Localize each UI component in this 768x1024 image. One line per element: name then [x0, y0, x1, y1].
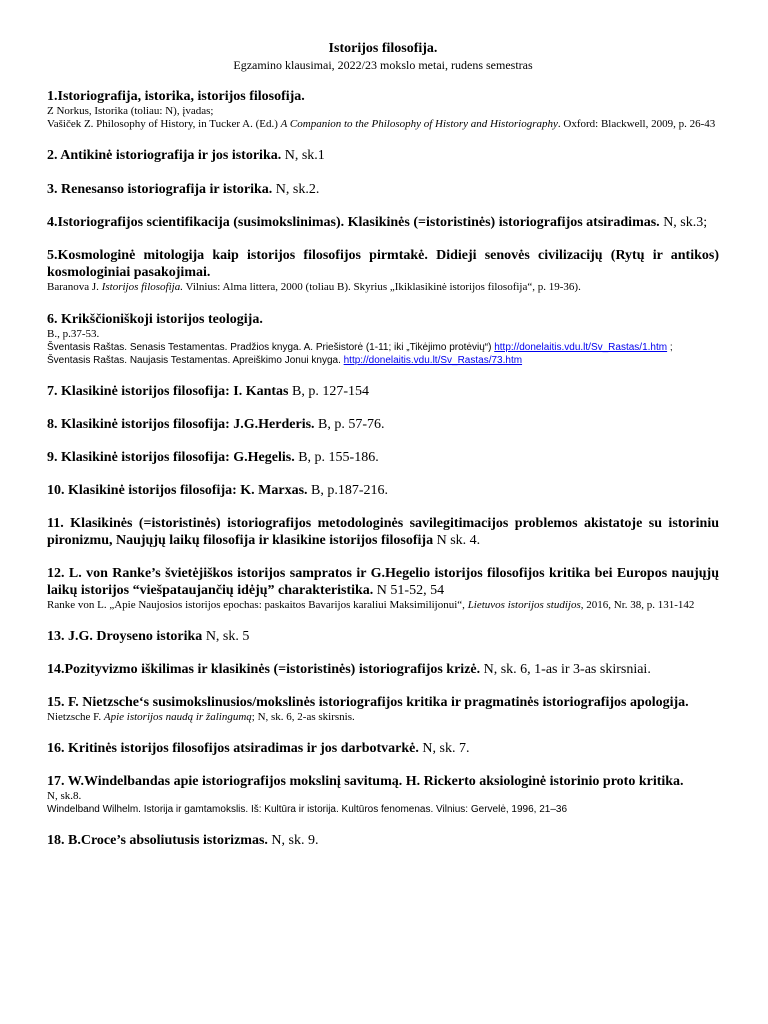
question-reference: N, sk.2. — [272, 182, 320, 197]
question-item — [47, 311, 719, 367]
question-title: 2. Antikinė istoriografija ir jos istorika. — [47, 148, 282, 163]
question-title: 18. B.Croce’s absoliutusis istorizmas. — [47, 833, 268, 848]
question-item — [47, 181, 719, 198]
source-citation — [47, 803, 719, 816]
question-text — [47, 383, 719, 400]
question-title: 14.Pozityvizmo iškilimas ir klasikinės (=istoristinės) istoriografijos krizė. — [47, 662, 481, 677]
citation-text: Z Norkus, Istorika (toliau: N), įvadas; — [47, 105, 214, 117]
question-text — [47, 147, 719, 164]
question-item — [47, 147, 719, 164]
citation-link[interactable]: http://donelaitis.vdu.lt/Sv_Rastas/73.htm — [343, 355, 523, 366]
source-citation — [47, 790, 719, 803]
question-text — [47, 181, 719, 198]
question-title: 16. Kritinės istorijos filosofijos atsiradimas ir jos darbotvarkė. — [47, 741, 419, 756]
source-citation — [47, 711, 719, 724]
document-title: Istorijos filosofija. — [328, 41, 438, 56]
question-text — [47, 832, 719, 849]
question-title: 8. Klasikinė istorijos filosofija: J.G.Herderis. — [47, 417, 315, 432]
question-item — [47, 832, 719, 849]
question-text — [47, 214, 719, 231]
source-citation — [47, 599, 719, 612]
question-item — [47, 565, 719, 612]
citation-text: Nietzsche F. — [47, 711, 104, 723]
question-text — [47, 311, 719, 328]
question-item — [47, 449, 719, 466]
citation-details: Vilnius: Alma littera, 2000 (toliau B). Skyrius „Ikiklasikinė istorijos filosofija“, p. 19-36). — [182, 281, 581, 293]
citation-text: Baranova J. — [47, 281, 102, 293]
citation-text: Šventasis Raštas. Naujasis Testamentas. Apreiškimo Jonui knyga. — [47, 355, 344, 366]
question-text — [47, 661, 719, 678]
question-item — [47, 661, 719, 678]
question-title: 1.Istoriografija, istorika, istorijos filosofija. — [47, 89, 305, 104]
question-text — [47, 515, 719, 549]
question-text — [47, 88, 719, 105]
citation-text: Windelband Wilhelm. Istorija ir gamtamokslis. Iš: Kultūra ir istorija. Kultūros fenomenas. Vilnius: Gervelė, 1996, 21–36 — [47, 804, 568, 815]
question-title: 13. J.G. Droyseno istorika — [47, 629, 203, 644]
question-title: 9. Klasikinė istorijos filosofija: G.Hegelis. — [47, 450, 295, 465]
citation-title: A Companion to the Philosophy of History and Historiography — [280, 118, 558, 130]
question-text — [47, 416, 719, 433]
citation-text: Vašiček Z. Philosophy of History, in Tucker A. (Ed.) — [47, 118, 281, 130]
citation-link[interactable]: http://donelaitis.vdu.lt/Sv_Rastas/1.htm — [494, 342, 668, 353]
citation-title: Lietuvos istorijos studijos — [467, 599, 581, 611]
question-reference: B, p.187-216. — [307, 483, 389, 498]
question-title: 7. Klasikinė istorijos filosofija: I. Kantas — [47, 384, 289, 399]
question-title: 11. Klasikinės (=istoristinės) istoriografijos metodologinės savilegitimacijos problemos akistatoje su istoriniu pironizmu, Naujųjų laikų filosofija ir klasikine istorijos filosofija — [47, 516, 719, 548]
question-text — [47, 247, 719, 281]
question-item — [47, 773, 719, 816]
citation-title: Istorijos filosofija. — [101, 281, 183, 293]
question-item — [47, 515, 719, 549]
question-reference: N, sk. 7. — [418, 741, 470, 756]
citation-details: ; N, sk. 6, 2-as skirsnis. — [251, 711, 355, 723]
question-reference: N, sk.1 — [281, 148, 325, 163]
citation-text: B., p.37-53. — [47, 328, 100, 340]
question-text — [47, 773, 719, 790]
question-text — [47, 740, 719, 757]
question-title: 12. L. von Ranke’s švietėjiškos istorijos sampratos ir G.Hegelio istorijos filosofijos kritika bei Europos naujųjų laikų istorijos “viešpataujančių idėjų” charakteristika. — [47, 566, 719, 598]
question-title: 5.Kosmologinė mitologija kaip istorijos filosofijos pirmtakė. Didieji senovės civilizacijų (Rytų ir antikos) kosmologiniai pasakojimai. — [47, 248, 719, 280]
question-title: 15. F. Nietzsche‘s susimokslinusios/mokslinės istoriografijos kritika ir pragmatinės istoriografijos apologija. — [47, 695, 689, 710]
source-citation — [47, 328, 719, 341]
question-text — [47, 694, 719, 711]
question-reference: B, p. 127-154 — [288, 384, 370, 399]
question-title: 6. Krikščioniškoji istorijos teologija. — [47, 312, 263, 327]
question-item — [47, 482, 719, 499]
question-title: 4.Istoriografijos scientifikacija (susimokslinimas). Klasikinės (=istoristinės) istoriografijos atsiradimas. — [47, 215, 660, 230]
question-text — [47, 449, 719, 466]
question-reference: N sk. 4. — [433, 533, 481, 548]
question-item — [47, 416, 719, 433]
question-item — [47, 694, 719, 724]
question-text — [47, 565, 719, 599]
source-citation — [47, 105, 719, 118]
citation-details: , 2016, Nr. 38, p. 131-142 — [580, 599, 695, 611]
question-title: 10. Klasikinė istorijos filosofija: K. Marxas. — [47, 483, 308, 498]
question-text — [47, 482, 719, 499]
question-title: 3. Renesanso istoriografija ir istorika. — [47, 182, 273, 197]
question-item — [47, 628, 719, 645]
question-reference: N, sk. 6, 1-as ir 3-as skirsniai. — [480, 662, 651, 677]
question-item — [47, 383, 719, 400]
question-reference: N, sk.3; — [659, 215, 708, 230]
question-reference: B, p. 155-186. — [294, 450, 379, 465]
question-item — [47, 214, 719, 231]
question-list — [47, 88, 719, 849]
citation-punctuation: ; — [667, 342, 673, 353]
citation-text: Šventasis Raštas. Senasis Testamentas. Pradžios knyga. A. Priešistorė (1-11; iki „Tikėjimo protėvių“) — [47, 342, 495, 353]
citation-text: Ranke von L. „Apie Naujosios istorijos epochas: paskaitos Bavarijos karaliui Maksimilijonui“, — [47, 599, 468, 611]
question-title: 17. W.Windelbandas apie istoriografijos mokslinį savitumą. H. Rickerto aksiologinė istorinio proto kritika. — [47, 774, 684, 789]
document-subtitle: Egzamino klausimai, 2022/23 mokslo metai, rudens semestras — [233, 58, 533, 72]
question-reference: N, sk. 5 — [202, 629, 250, 644]
question-item — [47, 247, 719, 294]
citation-text: N, sk.8. — [47, 790, 82, 802]
source-citation — [47, 281, 719, 294]
source-citation — [47, 354, 719, 367]
source-citation — [47, 118, 719, 131]
question-reference: B, p. 57-76. — [314, 417, 385, 432]
question-item — [47, 740, 719, 757]
citation-details: . Oxford: Blackwell, 2009, p. 26-43 — [557, 118, 716, 130]
question-reference: N 51-52, 54 — [373, 583, 445, 598]
question-reference: N, sk. 9. — [267, 833, 319, 848]
question-item — [47, 88, 719, 131]
citation-title: Apie istorijos naudą ir žalingumą — [103, 711, 252, 723]
source-citation — [47, 341, 719, 354]
question-text — [47, 628, 719, 645]
